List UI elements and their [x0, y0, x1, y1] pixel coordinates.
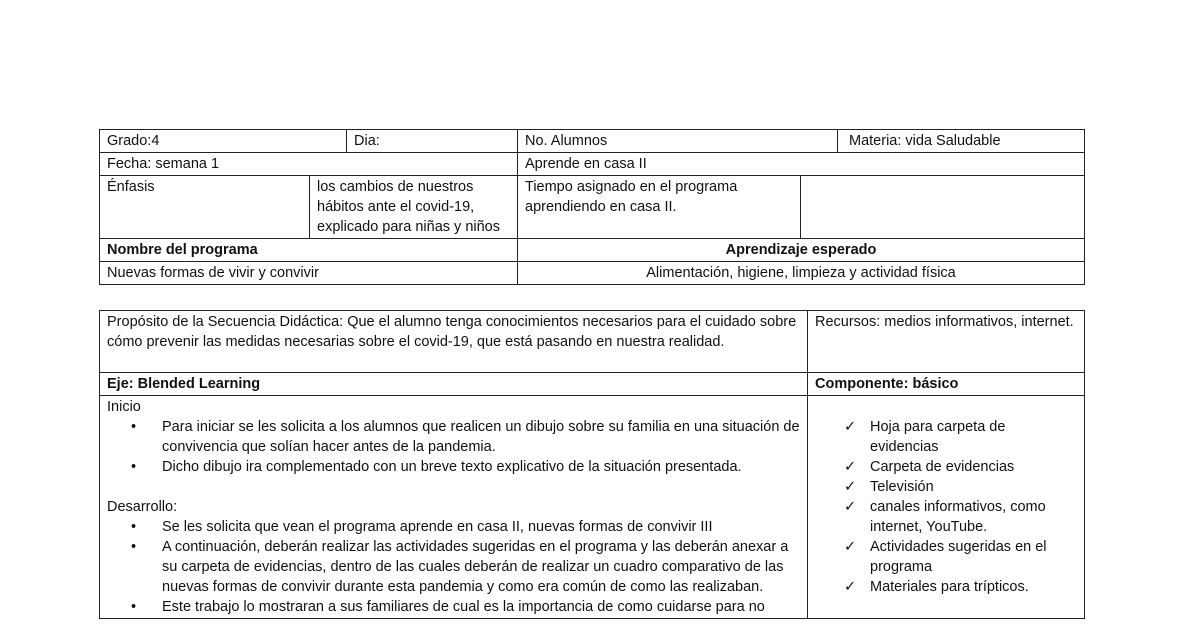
- checkmark-icon: ✓: [844, 579, 857, 595]
- sequence-row-1: [100, 311, 1085, 373]
- list-item: • Para iniciar se les solicita a los alumnos que realicen un dibujo sobre su familia en una situación de convivencia que solían hacer antes de la pandemia.: [131, 419, 800, 455]
- sequence-row-2: [100, 373, 1085, 396]
- tiempo-value-cell: [801, 176, 1085, 239]
- desarrollo-list: [107, 517, 800, 617]
- aprende-cell: Aprende en casa II: [518, 153, 1085, 176]
- enfasis-label-cell: Énfasis: [100, 176, 310, 239]
- list-item: • A continuación, deberán realizar las actividades sugeridas en el programa y las deberán anexar a su carpeta de evidencias, dentro de las cuales deberán de realizar un cuadro comparativo de las nuevas formas de convivir durante esta pandemia y como era común de como las realizaban.: [131, 539, 789, 595]
- componente-cell: Componente: básico: [808, 373, 1085, 396]
- proposito-cell: Propósito de la Secuencia Didáctica: Que el alumno tenga conocimientos necesarios para el cuidado sobre cómo prevenir las medidas necesarias sobre el covid-19, que está pasando en nuestra realidad.: [100, 311, 808, 373]
- materials-cell: [808, 396, 1085, 619]
- checkmark-icon: ✓: [844, 479, 857, 495]
- bullet-icon: •: [131, 539, 137, 555]
- list-item: • Se les solicita que vean el programa aprende en casa II, nuevas formas de convivir III: [131, 519, 713, 535]
- bullet-icon: •: [131, 419, 137, 435]
- list-item: ✓ canales informativos, como internet, YouTube.: [844, 499, 1046, 535]
- desarrollo-title: Desarrollo:: [107, 499, 178, 515]
- list-item: • Dicho dibujo ira complementado con un breve texto explicativo de la situación presentada.: [131, 459, 742, 475]
- bullet-icon: •: [131, 459, 137, 475]
- activities-cell: [100, 396, 808, 619]
- checkmark-icon: ✓: [844, 539, 857, 555]
- aprendizaje-value-cell: Alimentación, higiene, limpieza y actividad física: [518, 262, 1085, 285]
- header-row-2: [100, 153, 1085, 176]
- programa-value-cell: Nuevas formas de vivir y convivir: [100, 262, 518, 285]
- checkmark-icon: ✓: [844, 459, 857, 475]
- header-table: [99, 129, 1085, 285]
- header-row-3: [100, 176, 1085, 239]
- inicio-list: [107, 417, 800, 477]
- inicio-title: Inicio: [107, 399, 141, 415]
- checkmark-icon: ✓: [844, 419, 857, 435]
- materia-cell: Materia: vida Saludable: [838, 130, 1085, 153]
- checkmark-icon: ✓: [844, 499, 857, 515]
- list-item: • Este trabajo lo mostraran a sus familiares de cual es la importancia de como cuidarse para no: [131, 599, 765, 615]
- list-item: ✓ Materiales para trípticos.: [844, 579, 1029, 595]
- fecha-cell: Fecha: semana 1: [100, 153, 518, 176]
- recursos-cell: Recursos: medios informativos, internet.: [808, 311, 1085, 373]
- aprendizaje-header-cell: Aprendizaje esperado: [518, 239, 1085, 262]
- sequence-table: [99, 310, 1085, 619]
- enfasis-text-cell: los cambios de nuestros hábitos ante el covid-19, explicado para niñas y niños: [310, 176, 518, 239]
- sequence-row-3: [100, 396, 1085, 619]
- list-item: ✓ Carpeta de evidencias: [844, 459, 1015, 475]
- list-item: ✓ Hoja para carpeta de evidencias: [844, 419, 1006, 455]
- tiempo-label-cell: Tiempo asignado en el programa aprendiendo en casa II.: [518, 176, 801, 239]
- bullet-icon: •: [131, 599, 137, 615]
- list-item: ✓ Televisión: [844, 479, 934, 495]
- no-alumnos-cell: No. Alumnos: [518, 130, 838, 153]
- materials-list: [815, 417, 1077, 597]
- programa-header-cell: Nombre del programa: [100, 239, 518, 262]
- grado-cell: Grado:4: [100, 130, 347, 153]
- header-row-4: [100, 239, 1085, 262]
- header-row-1: [100, 130, 1085, 153]
- header-row-5: [100, 262, 1085, 285]
- bullet-icon: •: [131, 519, 137, 535]
- eje-cell: Eje: Blended Learning: [100, 373, 808, 396]
- dia-cell: Dia:: [347, 130, 518, 153]
- list-item: ✓ Actividades sugeridas en el programa: [844, 539, 1047, 575]
